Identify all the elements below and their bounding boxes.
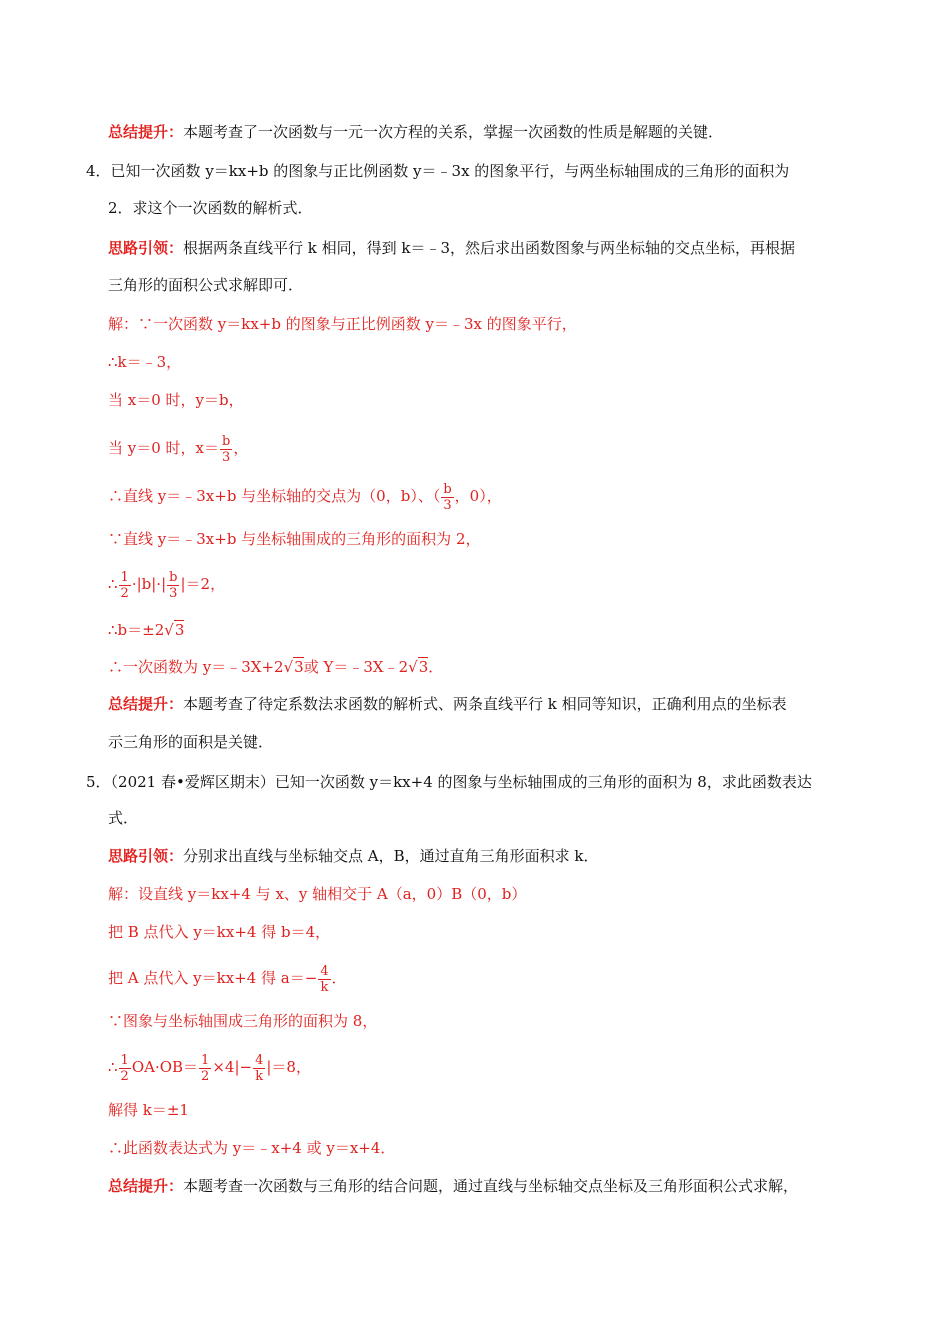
text: 把 A 点代入 y＝kx+4 得 a＝− (108, 969, 318, 987)
q4-solution-8 (108, 620, 184, 640)
fraction-b-over-3 (441, 482, 453, 513)
q4-solution-7 (108, 566, 225, 602)
q4-solution-3: 当 x＝0 时，y＝b， (108, 391, 244, 409)
summary-text: 本题考查一次函数与三角形的结合问题，通过直线与坐标轴交点坐标及三角形面积公式求解， (183, 1177, 799, 1195)
q5-text: （2021 春•爱辉区期末）已知一次函数 y＝kx+4 的图象与坐标轴围成的三角形的面积为 8，求此函数表达 (110, 773, 812, 791)
text: |＝8， (266, 1058, 311, 1076)
text: ，0）， (454, 487, 502, 505)
q4-solution-5 (108, 478, 502, 514)
q5-number: 5． (86, 773, 111, 791)
fraction-1-over-2 (119, 1053, 131, 1084)
q5-solution-5 (108, 1049, 311, 1085)
q5-approach (108, 846, 599, 866)
numerator: b (169, 569, 178, 585)
numerator: 1 (120, 569, 129, 585)
fraction-4-over-k (318, 964, 330, 995)
sqrt-sign: √ (283, 658, 294, 676)
approach-label: 思路引领： (108, 239, 184, 257)
text: ∴ (108, 575, 118, 593)
q4-approach-line2: 三角形的面积公式求解即可． (108, 276, 304, 294)
denominator: 2 (120, 585, 129, 601)
q5-solution-1: 解：设直线 y＝kx+4 与 x、y 轴相交于 A（a，0）B（0，b） (108, 885, 527, 903)
summary-label: 总结提升： (108, 1177, 184, 1195)
summary-text: 本题考查了一次函数与一元一次方程的关系，掌握一次函数的性质是解题的关键． (183, 123, 724, 141)
summary-label: 总结提升： (108, 123, 184, 141)
fraction-b-over-3 (220, 434, 232, 465)
q4-number: 4． (86, 162, 111, 180)
text: OA·OB＝ (131, 1058, 199, 1076)
numerator: 1 (120, 1052, 129, 1068)
text: ． (331, 969, 347, 987)
denominator: 3 (443, 497, 452, 513)
q5-text-line2: 式． (108, 809, 139, 827)
q4-solution-6: ∵直线 y＝﹣3x+b 与坐标轴围成的三角形的面积为 2， (108, 530, 481, 548)
numerator: b (443, 481, 452, 497)
q5-solution-2: 把 B 点代入 y＝kx+4 得 b＝4， (108, 923, 331, 941)
fraction-b-over-3 (167, 570, 179, 601)
q4-solution-9 (108, 657, 443, 677)
q5-solution-3 (108, 960, 347, 996)
q5-solution-6: 解得 k＝±1 (108, 1101, 189, 1119)
q4-solution-2: ∴k＝﹣3， (108, 353, 182, 371)
radicand: 3 (294, 658, 304, 676)
text: ∴b＝±2 (108, 621, 165, 639)
text: 或 Y＝﹣3X﹣2 (303, 658, 409, 676)
q4-solution-4 (108, 430, 248, 466)
q4-summary-line2: 示三角形的面积是关键． (108, 733, 274, 751)
q4-approach-line1 (108, 238, 795, 258)
sqrt-sign: √ (408, 658, 418, 676)
fraction-1-over-2 (119, 570, 131, 601)
text: 当 y＝0 时，x＝ (108, 439, 220, 457)
approach-text: 分别求出直线与坐标轴交点 A，B，通过直角三角形面积求 k． (183, 847, 599, 865)
text: ∴直线 y＝﹣3x+b 与坐标轴的交点为（0，b）、（ (108, 487, 441, 505)
q4-text: 已知一次函数 y＝kx+b 的图象与正比例函数 y＝﹣3x 的图象平行，与两坐标轴围成的三角形的面积为 (110, 162, 790, 180)
fraction-4-over-k (253, 1053, 265, 1084)
numerator: b (222, 433, 231, 449)
text: ×4|− (212, 1058, 253, 1076)
radicand: 3 (174, 621, 185, 639)
fraction-1-over-2 (199, 1053, 211, 1084)
approach-label: 思路引领： (108, 847, 184, 865)
numerator: 4 (320, 963, 329, 979)
numerator: 4 (255, 1052, 264, 1068)
text: ， (233, 439, 249, 457)
summary-label: 总结提升： (108, 695, 184, 713)
radicand: 3 (418, 658, 429, 676)
q4-solution-1: 解：∵一次函数 y＝kx+b 的图象与正比例函数 y＝﹣3x 的图象平行， (108, 315, 577, 333)
text: ． (428, 658, 444, 676)
text: ∴一次函数为 y＝﹣3X+2 (108, 658, 284, 676)
denominator: k (320, 979, 329, 995)
q5-solution-7: ∴此函数表达式为 y＝﹣x+4 或 y＝x+4． (108, 1139, 396, 1157)
top-summary (108, 122, 723, 142)
summary-text: 本题考查了待定系数法求函数的解析式、两条直线平行 k 相同等知识，正确利用点的坐标表 (183, 695, 787, 713)
text: ∴ (108, 1058, 118, 1076)
q5-summary (108, 1176, 798, 1196)
denominator: 2 (201, 1068, 210, 1084)
q5-solution-4: ∵图象与坐标轴围成三角形的面积为 8， (108, 1012, 378, 1030)
text: ·|b|·| (131, 575, 167, 593)
denominator: k (255, 1068, 264, 1084)
q4-summary-line1 (108, 694, 787, 714)
denominator: 3 (222, 449, 231, 465)
numerator: 1 (201, 1052, 210, 1068)
approach-text: 根据两条直线平行 k 相同，得到 k＝﹣3，然后求出函数图象与两坐标轴的交点坐标，再根据 (183, 239, 796, 257)
denominator: 2 (120, 1068, 129, 1084)
q5-text-line1 (86, 772, 812, 792)
text: |＝2， (180, 575, 226, 593)
sqrt-sign: √ (164, 621, 174, 639)
denominator: 3 (169, 585, 178, 601)
q4-text-line1 (86, 161, 789, 181)
q4-text-line2: 2．求这个一次函数的解析式． (108, 199, 313, 217)
